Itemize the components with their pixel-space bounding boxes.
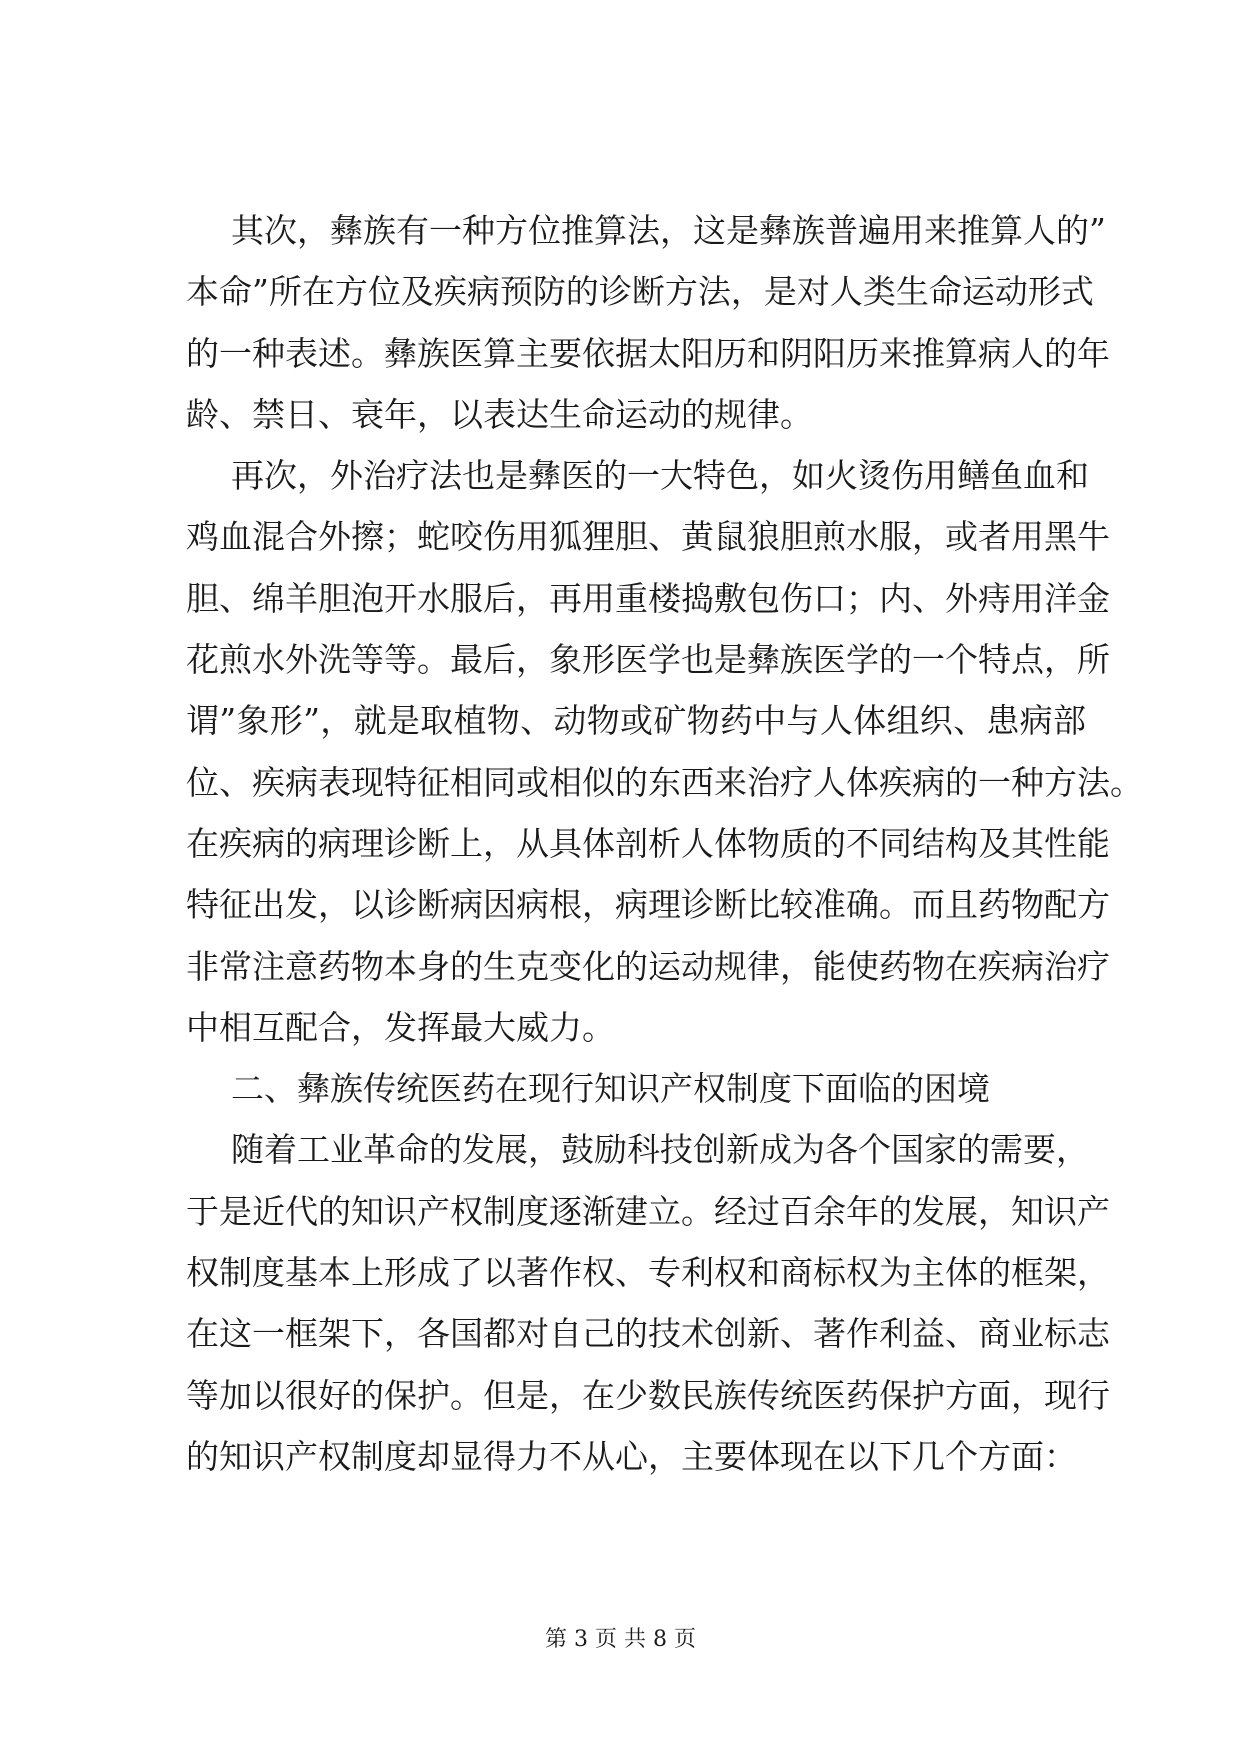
text-line: 的知识产权制度却显得力不从心，主要体现在以下几个方面： (186, 1436, 1077, 1476)
text-line: 花煎水外洗等等。最后，象形医学也是彝族医学的一个特点，所 (186, 640, 1110, 680)
body-text (186, 200, 1143, 1487)
text-line: 谓”象形”，就是取植物、动物或矿物药中与人体组织、患病部 (186, 701, 1086, 741)
text-line: 本命”所在方位及疾病预防的诊断方法，是对人类生命运动形式 (186, 272, 1094, 312)
text-line: 再次，外治疗法也是彝医的一大特色，如火烫伤用鳝鱼血和 (231, 456, 1089, 496)
text-line: 权制度基本上形成了以著作权、专利权和商标权为主体的框架， (186, 1253, 1110, 1293)
text-line: 随着工业革命的发展，鼓励科技创新成为各个国家的需要， (231, 1130, 1089, 1170)
text-line: 中相互配合，发挥最大威力。 (186, 1007, 615, 1047)
text-line: 鸡血混合外擦；蛇咬伤用狐狸胆、黄鼠狼胆煎水服，或者用黑牛 (186, 517, 1110, 557)
text-line: 胆、绵羊胆泡开水服后，再用重楼捣敷包伤口；内、外痔用洋金 (186, 578, 1110, 618)
text-line: 于是近代的知识产权制度逐渐建立。经过百余年的发展，知识产 (186, 1191, 1110, 1231)
page-number-footer: 第 3 页 共 8 页 (545, 1627, 696, 1652)
text-line: 龄、禁日、衰年，以表达生命运动的规律。 (186, 394, 813, 434)
text-line: 等加以很好的保护。但是，在少数民族传统医药保护方面，现行 (186, 1375, 1110, 1415)
text-line: 其次，彝族有一种方位推算法，这是彝族普遍用来推算人的” (231, 211, 1106, 250)
text-line: 特征出发，以诊断病因病根，病理诊断比较准确。而且药物配方 (186, 885, 1110, 925)
text-line: 在这一框架下，各国都对自己的技术创新、著作利益、商业标志 (186, 1314, 1110, 1354)
section-heading: 二、彝族传统医药在现行知识产权制度下面临的困境 (231, 1069, 990, 1109)
text-line: 的一种表述。彝族医算主要依据太阳历和阴阳历来推算病人的年 (186, 333, 1110, 373)
text-line: 非常注意药物本身的生克变化的运动规律，能使药物在疾病治疗 (186, 946, 1110, 986)
text-line: 位、疾病表现特征相同或相似的东西来治疗人体疾病的一种方法。 (186, 762, 1143, 802)
text-line: 在疾病的病理诊断上，从具体剖析人体物质的不同结构及其性能 (186, 823, 1110, 863)
